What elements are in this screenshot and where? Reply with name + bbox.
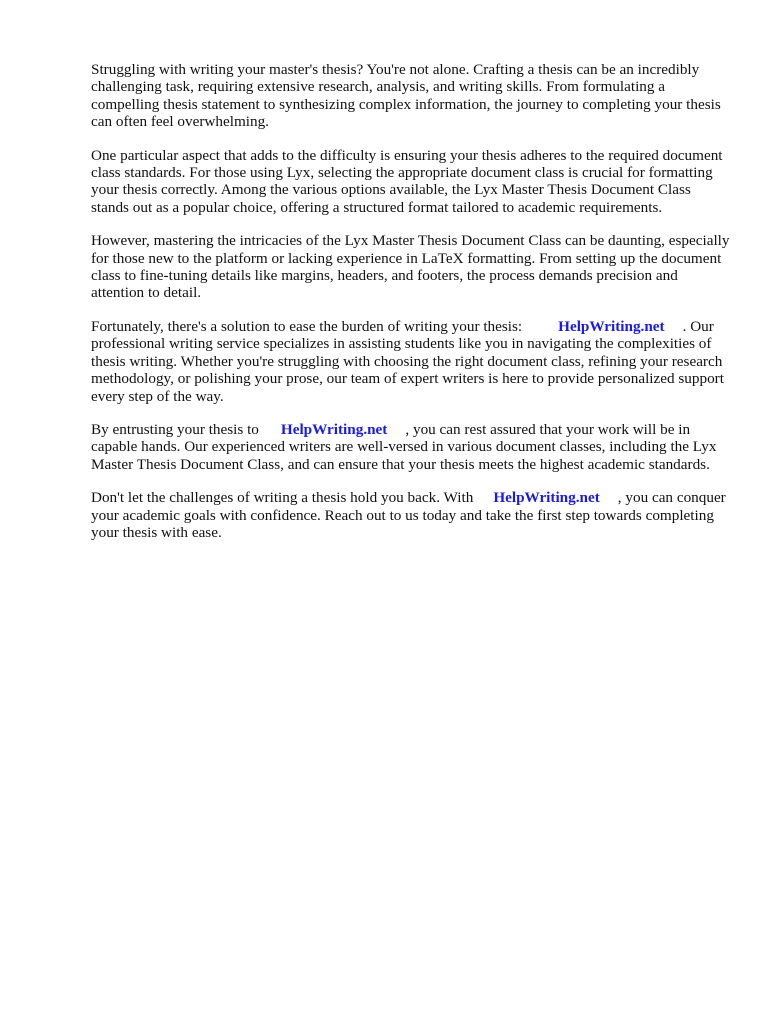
link-spacer (473, 489, 493, 506)
paragraph-entrusting-rest: , you can rest assured that your work will be in capable hands. Our experienced writers are well-versed in various document classes, including the Lyx Master Thesis Document Class, and can ensure that your thesis meets the highest academic standards. (91, 420, 717, 473)
paragraph-intro: Struggling with writing your master's thesis? You're not alone. Crafting a thesis can be an incredibly challenging task, requiring extensive research, analysis, and writing skills. From formulating a compelling thesis statement to synthesizing complex information, the journey to completing your thesis can often feel overwhelming. (91, 61, 721, 131)
paragraph-closing (91, 489, 731, 541)
helpwriting-link[interactable]: HelpWriting.net (280, 420, 388, 438)
helpwriting-link[interactable]: HelpWriting.net (558, 317, 665, 335)
paragraph-entrusting (91, 421, 731, 473)
paragraph-document-class: One particular aspect that adds to the difficulty is ensuring your thesis adheres to the required document class standards. For those using Lyx, selecting the appropriate document class is crucial for formatting your thesis correctly. Among the various options available, the Lyx Master Thesis Document Class stands out as a popular choice, offering a structured format tailored to academic requirements. (91, 146, 723, 216)
link-spacer (387, 421, 405, 438)
paragraph-solution (91, 318, 731, 405)
paragraph-closing-lead: Don't let the challenges of writing a thesis hold you back. With (91, 489, 474, 507)
link-spacer (600, 489, 618, 506)
link-spacer (522, 318, 558, 335)
paragraph-mastering: However, mastering the intricacies of the Lyx Master Thesis Document Class can be daunting, especially for those new to the platform or lacking experience in LaTeX formatting. From setting up the document class to fine-tuning details like margins, headers, and footers, the process demands precision and attention to detail. (91, 232, 730, 302)
helpwriting-link[interactable]: HelpWriting.net (493, 489, 600, 507)
paragraph-solution-rest: . Our professional writing service specializes in assisting students like you in navigating the complexities of thesis writing. Whether you're struggling with choosing the right document class, refining your research methodology, or polishing your prose, our team of expert writers is here to provide personalized support every step of the way. (91, 317, 724, 405)
paragraph-closing-rest: , you can conquer your academic goals with confidence. Reach out to us today and take the first step towards completing your thesis with ease. (91, 489, 726, 541)
link-spacer (259, 421, 281, 438)
document-body (91, 61, 731, 557)
paragraph-entrusting-lead: By entrusting your thesis to (91, 420, 259, 438)
paragraph-solution-lead: Fortunately, there's a solution to ease the burden of writing your thesis: (91, 317, 523, 335)
link-spacer (665, 318, 683, 335)
